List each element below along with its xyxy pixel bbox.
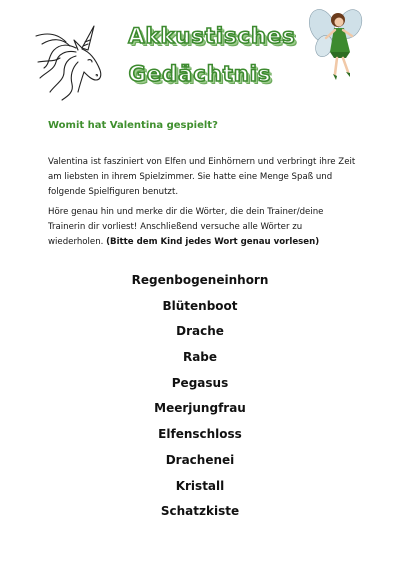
word-item: Rabe (182, 350, 218, 365)
page-title-line-1: Akkustisches (128, 24, 296, 48)
word-item: Schatzkiste (160, 504, 240, 519)
word-item: Pegasus (171, 375, 229, 390)
word-item: Drache (176, 324, 224, 339)
page-title-line-2: Gedächtnis (128, 62, 272, 86)
word-item: Drachenei (165, 452, 235, 467)
instruction-text: Höre genau hin und merke dir die Wörter, die dein Trainer/deine Trainerin dir vorliest! Anschließend versuche alle Wörter zu wiederholen. (48, 207, 324, 247)
question-heading: Womit hat Valentina gespielt? (48, 120, 218, 131)
instruction-paragraph (48, 205, 360, 250)
word-item: Blütenboot (162, 298, 238, 313)
word-list (0, 268, 400, 525)
word-item: Regenbogeneinhorn (131, 273, 269, 287)
word-item: Kristall (175, 478, 225, 493)
instruction-note: (Bitte dem Kind jedes Wort genau vorlesen) (106, 237, 320, 247)
word-item: Elfenschloss (158, 427, 242, 442)
word-item: Meerjungfrau (154, 401, 246, 416)
intro-paragraph: Valentina ist fasziniert von Elfen und Einhörnern und verbringt ihre Zeit am liebsten in ihrem Spielzimmer. Sie hatte eine Menge Spaß und folgende Spielfiguren benutzt. (48, 157, 356, 197)
